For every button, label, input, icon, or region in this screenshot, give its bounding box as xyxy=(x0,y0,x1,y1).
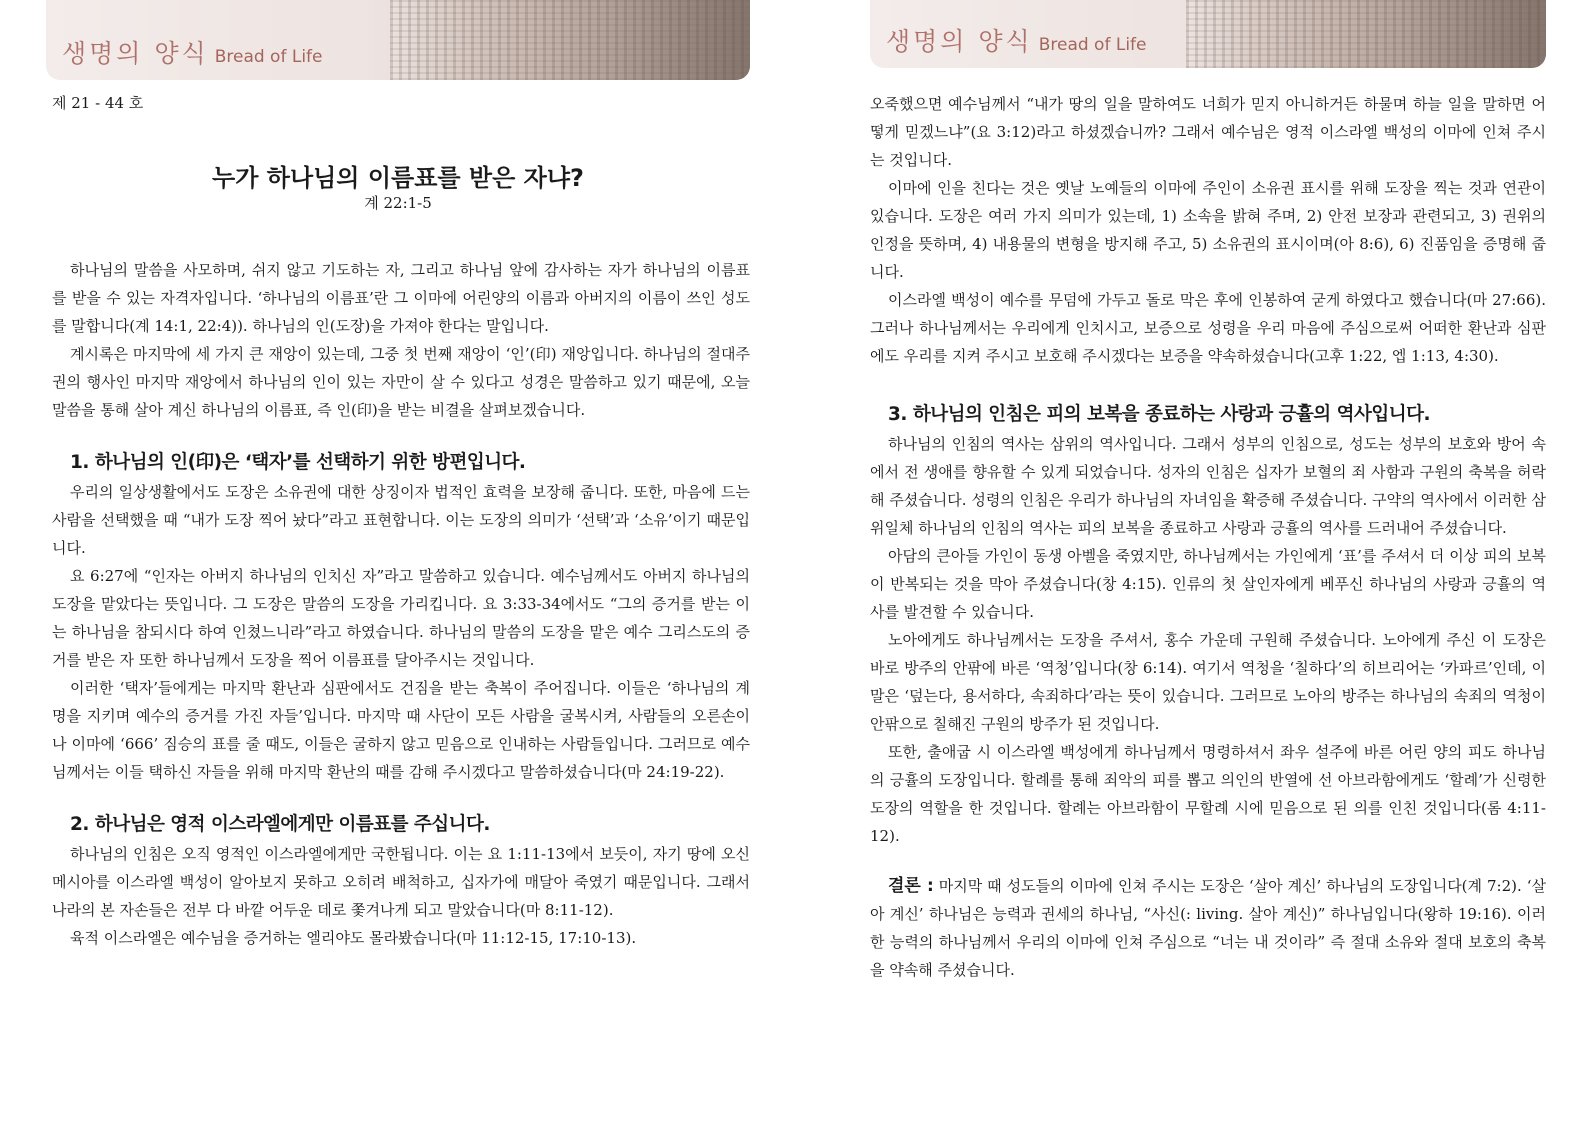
section-heading: 3. 하나님의 인침은 피의 보복을 종료하는 사랑과 긍휼의 역사입니다. xyxy=(888,404,1430,425)
paragraph: 이스라엘 백성이 예수를 무덤에 가두고 돌로 막은 후에 인봉하여 굳게 하였다고 했습니다(마 27:66). 그러나 하나님께서는 우리에게 인치시고, 보증으로 성령을 우리 마음에 주심으로써 어떠한 환난과 심판에도 우리를 지켜 주시고 보호해 주시겠다는 보증을 약속하셨습니다(고후 1:22, 엡 1:13, 4:30). xyxy=(870,291,1546,365)
paragraph: 우리의 일상생활에서도 도장은 소유권에 대한 상징이자 법적인 효력을 보장해 줍니다. 또한, 마음에 드는 사람을 선택했을 때 “내가 도장 찍어 놨다”라고 표현합니다. 이는 도장의 의미가 ‘선택’과 ‘소유’이기 때문입니다. xyxy=(52,483,750,557)
banner-title-korean: 생명의 양식 xyxy=(62,39,209,68)
banner-title-english: Bread of Life xyxy=(214,47,323,67)
right-page xyxy=(870,0,1546,1122)
paragraph: 또한, 출애굽 시 이스라엘 백성에게 하나님께서 명령하셔서 좌우 설주에 바른 어린 양의 피도 하나님의 긍휼의 도장입니다. 할례를 통해 죄악의 피를 뽑고 의인의 반열에 선 아브라함에게도 ‘할례’가 신령한 도장의 역할을 한 것입니다. 할례는 아브라함이 무할례 시에 믿음으로 된 의를 인친 것입니다(롬 4:11-12). xyxy=(870,743,1546,845)
conclusion-label: 결론 : xyxy=(888,876,934,896)
issue-number: 제 21 - 44 호 xyxy=(52,94,144,112)
paragraph: 하나님의 인침은 오직 영적인 이스라엘에게만 국한됩니다. 이는 요 1:11-13에서 보듯이, 자기 땅에 오신 메시아를 이스라엘 백성이 알아보지 못하고 오히려 배척하고, 십자가에 매달아 죽였기 때문입니다. 그래서 나라의 본 자손들은 전부 다 바깥 어두운 데로 쫓겨나게 되고 말았습니다(마 8:11-12). xyxy=(52,845,750,919)
paragraph: 노아에게도 하나님께서는 도장을 주셔서, 홍수 가운데 구원해 주셨습니다. 노아에게 주신 이 도장은 바로 방주의 안팎에 바른 ‘역청’입니다(창 6:14). 여기서 역청을 ‘칠하다’의 히브리어는 ‘카파르’인데, 이 말은 ‘덮는다, 용서하다, 속죄하다’라는 뜻이 있습니다. 그러므로 노아의 방주는 하나님의 속죄의 역청이 안팎으로 칠해진 구원의 방주가 된 것입니다. xyxy=(870,631,1546,733)
banner-photo-texture xyxy=(1186,0,1546,68)
banner-title xyxy=(62,34,322,70)
paragraph: 아담의 큰아들 가인이 동생 아벨을 죽였지만, 하나님께서는 가인에게 ‘표’를 주셔서 더 이상 피의 보복이 반복되는 것을 막아 주셨습니다(창 4:15). 인류의 첫 살인자에게 베푸신 하나님의 사랑과 긍휼의 역사를 발견할 수 있습니다. xyxy=(870,547,1546,621)
left-body xyxy=(52,256,750,952)
paragraph: 육적 이스라엘은 예수님을 증거하는 엘리야도 몰라봤습니다(마 11:12-15, 17:10-13). xyxy=(70,929,637,947)
banner-title-english: Bread of Life xyxy=(1038,35,1147,55)
paragraph: 하나님의 말씀을 사모하며, 쉬지 않고 기도하는 자, 그리고 하나님 앞에 감사하는 자가 하나님의 이름표를 받을 수 있는 자격자입니다. ‘하나님의 이름표’란 그 이마에 어린양의 이름과 아버지의 이름이 쓰인 성도를 말합니다(계 14:1, 22:4)). 하나님의 인(도장)을 가져야 한다는 말입니다. xyxy=(52,261,750,335)
banner-title xyxy=(886,22,1146,58)
paragraph: 하나님의 인침의 역사는 삼위의 역사입니다. 그래서 성부의 인침으로, 성도는 성부의 보호와 방어 속에서 전 생애를 향유할 수 있게 되었습니다. 성자의 인침은 십자가 보혈의 죄 사함과 구원의 축복을 허락해 주셨습니다. 성령의 인침은 우리가 하나님의 자녀임을 확증해 주셨습니다. 구약의 역사에서 이러한 삼위일체 하나님의 인침의 역사는 피의 보복을 종료하고 사랑과 긍휼의 역사를 드러내어 주셨습니다. xyxy=(870,435,1546,537)
paragraph: 요 6:27에 “인자는 아버지 하나님의 인치신 자”라고 말씀하고 있습니다. 예수님께서도 아버지 하나님의 도장을 맡았다는 뜻입니다. 그 도장은 말씀의 도장을 가리킵니다. 요 3:33-34에서도 “그의 증거를 받는 이는 하나님을 참되시다 하여 인쳤느니라”라고 하였습니다. 하나님의 말씀의 도장을 맡은 예수 그리스도의 증거를 받은 자 또한 하나님께서 도장을 찍어 이름표를 달아주시는 것입니다. xyxy=(52,567,750,669)
section-heading: 1. 하나님의 인(印)은 ‘택자’를 선택하기 위한 방편입니다. xyxy=(70,452,526,473)
conclusion-paragraph xyxy=(870,872,1546,984)
conclusion-text: 마지막 때 성도들의 이마에 인쳐 주시는 도장은 ‘살아 계신’ 하나님의 도장입니다(계 7:2). ‘살아 계신’ 하나님은 능력과 권세의 하나님, “사신(: living. 살아 계신)” 하나님입니다(왕하 19:16). 이러한 능력의 하나님께서 우리의 이마에 인쳐 주심으로 “너는 내 것이라” 즉 절대 소유와 절대 보호의 축복을 약속해 주셨습니다. xyxy=(870,877,1546,979)
section-heading: 2. 하나님은 영적 이스라엘에게만 이름표를 주십니다. xyxy=(70,814,490,835)
banner-photo-texture xyxy=(390,0,750,80)
banner-title-korean: 생명의 양식 xyxy=(886,27,1033,56)
right-body xyxy=(870,90,1546,984)
page-banner xyxy=(870,0,1546,68)
left-page xyxy=(46,0,750,1122)
paragraph: 오죽했으면 예수님께서 “내가 땅의 일을 말하여도 너희가 믿지 아니하거든 하물며 하늘 일을 말하면 어떻게 믿겠느냐”(요 3:12)라고 하셨겠습니까? 그래서 예수님은 영적 이스라엘 백성의 이마에 인쳐 주시는 것입니다. xyxy=(870,95,1546,169)
page-banner xyxy=(46,0,750,80)
scripture-reference: 계 22:1-5 xyxy=(364,194,432,212)
paragraph: 이러한 ‘택자’들에게는 마지막 환난과 심판에서도 건짐을 받는 축복이 주어집니다. 이들은 ‘하나님의 계명을 지키며 예수의 증거를 가진 자들’입니다. 마지막 때 사단이 모든 사람을 굴복시켜, 사람들의 오른손이나 이마에 ‘666’ 짐승의 표를 줄 때도, 이들은 굴하지 않고 믿음으로 인내하는 사람들입니다. 그러므로 예수님께서는 이들 택하신 자들을 위해 마지막 환난의 때를 감해 주시겠다고 말씀하셨습니다(마 24:19-22). xyxy=(52,679,750,781)
paragraph: 계시록은 마지막에 세 가지 큰 재앙이 있는데, 그중 첫 번째 재앙이 ‘인’(印) 재앙입니다. 하나님의 절대주권의 행사인 마지막 재앙에서 하나님의 인이 있는 자만이 살 수 있다고 성경은 말씀하고 있기 때문에, 오늘 말씀을 통해 살아 계신 하나님의 이름표, 즉 인(印)을 받는 비결을 살펴보겠습니다. xyxy=(52,345,750,419)
paragraph: 이마에 인을 친다는 것은 옛날 노예들의 이마에 주인이 소유권 표시를 위해 도장을 찍는 것과 연관이 있습니다. 도장은 여러 가지 의미가 있는데, 1) 소속을 밝혀 주며, 2) 안전 보장과 관련되고, 3) 권위의 인정을 뜻하며, 4) 내용물의 변형을 방지해 주고, 5) 소유권의 표시이며(아 8:6), 6) 진품임을 증명해 줍니다. xyxy=(870,179,1546,281)
sermon-title: 누가 하나님의 이름표를 받은 자냐? xyxy=(212,164,584,192)
